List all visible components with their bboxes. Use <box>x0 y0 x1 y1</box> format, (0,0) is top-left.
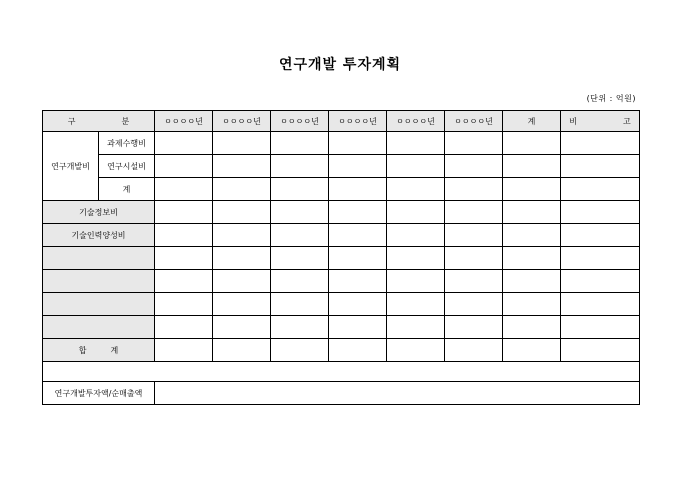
data-cell <box>155 293 213 316</box>
data-cell <box>213 339 271 362</box>
row-label-empty <box>43 270 155 293</box>
data-cell <box>387 178 445 201</box>
data-cell <box>387 155 445 178</box>
data-cell <box>155 224 213 247</box>
data-cell <box>445 224 503 247</box>
header-remarks: 비 고 <box>561 111 640 132</box>
data-cell <box>213 201 271 224</box>
data-cell <box>155 155 213 178</box>
header-category: 구 분 <box>43 111 155 132</box>
ratio-value-cell <box>155 382 640 405</box>
data-cell <box>271 316 329 339</box>
row-label-facility-cost: 연구시설비 <box>99 155 155 178</box>
table-row <box>43 201 640 224</box>
data-cell <box>329 201 387 224</box>
row-label-sum: 합 계 <box>43 339 155 362</box>
table-row <box>43 247 640 270</box>
data-cell <box>561 293 640 316</box>
spacer-cell <box>43 362 640 382</box>
data-cell <box>329 316 387 339</box>
spacer-row <box>43 362 640 382</box>
data-cell <box>561 270 640 293</box>
data-cell <box>561 155 640 178</box>
data-cell <box>503 132 561 155</box>
data-cell <box>271 270 329 293</box>
data-cell <box>329 339 387 362</box>
data-cell <box>155 201 213 224</box>
header-year-6: ㅇㅇㅇㅇ년 <box>445 111 503 132</box>
data-cell <box>445 316 503 339</box>
data-cell <box>271 224 329 247</box>
data-cell <box>503 201 561 224</box>
data-cell <box>387 270 445 293</box>
data-cell <box>213 247 271 270</box>
table-row <box>43 155 640 178</box>
data-cell <box>561 247 640 270</box>
table-row <box>43 178 640 201</box>
data-cell <box>445 339 503 362</box>
data-cell <box>445 155 503 178</box>
document-title: 연구개발 투자계획 <box>278 57 402 73</box>
data-cell <box>561 132 640 155</box>
data-cell <box>155 178 213 201</box>
data-cell <box>387 339 445 362</box>
data-cell <box>445 201 503 224</box>
unit-note: (단위 : 억원) <box>586 94 636 103</box>
table-row <box>43 316 640 339</box>
data-cell <box>503 293 561 316</box>
data-cell <box>329 293 387 316</box>
investment-plan-table <box>42 110 640 405</box>
data-cell <box>503 247 561 270</box>
table-row <box>43 224 640 247</box>
data-cell <box>503 339 561 362</box>
row-label-rnd-subtotal: 계 <box>99 178 155 201</box>
data-cell <box>271 247 329 270</box>
data-cell <box>445 293 503 316</box>
data-cell <box>271 201 329 224</box>
data-cell <box>329 132 387 155</box>
data-cell <box>329 224 387 247</box>
data-cell <box>503 270 561 293</box>
data-cell <box>155 247 213 270</box>
data-cell <box>445 270 503 293</box>
row-label-rnd-cost: 연구개발비 <box>43 132 99 201</box>
row-label-ratio: 연구개발투자액/순매출액 <box>43 382 155 405</box>
row-label-tech-training: 기술인력양성비 <box>43 224 155 247</box>
data-cell <box>213 270 271 293</box>
row-label-tech-info: 기술정보비 <box>43 201 155 224</box>
data-cell <box>329 247 387 270</box>
header-year-5: ㅇㅇㅇㅇ년 <box>387 111 445 132</box>
data-cell <box>387 316 445 339</box>
data-cell <box>387 224 445 247</box>
data-cell <box>445 132 503 155</box>
data-cell <box>561 224 640 247</box>
data-cell <box>503 155 561 178</box>
data-cell <box>213 155 271 178</box>
header-year-3: ㅇㅇㅇㅇ년 <box>271 111 329 132</box>
header-row <box>43 111 640 132</box>
data-cell <box>155 132 213 155</box>
data-cell <box>213 293 271 316</box>
row-label-empty <box>43 293 155 316</box>
data-cell <box>155 316 213 339</box>
row-label-empty <box>43 247 155 270</box>
data-cell <box>271 155 329 178</box>
data-cell <box>561 201 640 224</box>
data-cell <box>271 339 329 362</box>
header-total: 계 <box>503 111 561 132</box>
row-label-empty <box>43 316 155 339</box>
data-cell <box>387 247 445 270</box>
data-cell <box>329 155 387 178</box>
data-cell <box>445 178 503 201</box>
data-cell <box>561 178 640 201</box>
data-cell <box>213 224 271 247</box>
data-cell <box>387 132 445 155</box>
data-cell <box>213 316 271 339</box>
data-cell <box>503 224 561 247</box>
data-cell <box>503 316 561 339</box>
data-cell <box>561 339 640 362</box>
data-cell <box>155 270 213 293</box>
data-cell <box>329 270 387 293</box>
data-cell <box>561 316 640 339</box>
header-year-2: ㅇㅇㅇㅇ년 <box>213 111 271 132</box>
header-year-1: ㅇㅇㅇㅇ년 <box>155 111 213 132</box>
table-row <box>43 270 640 293</box>
data-cell <box>503 178 561 201</box>
data-cell <box>155 339 213 362</box>
data-cell <box>271 178 329 201</box>
table-row <box>43 293 640 316</box>
data-cell <box>387 293 445 316</box>
data-cell <box>213 132 271 155</box>
data-cell <box>271 132 329 155</box>
data-cell <box>329 178 387 201</box>
table-row <box>43 339 640 362</box>
data-cell <box>387 201 445 224</box>
data-cell <box>445 247 503 270</box>
header-year-4: ㅇㅇㅇㅇ년 <box>329 111 387 132</box>
row-label-project-cost: 과제수행비 <box>99 132 155 155</box>
data-cell <box>271 293 329 316</box>
table-row <box>43 382 640 405</box>
data-cell <box>213 178 271 201</box>
table-row <box>43 132 640 155</box>
